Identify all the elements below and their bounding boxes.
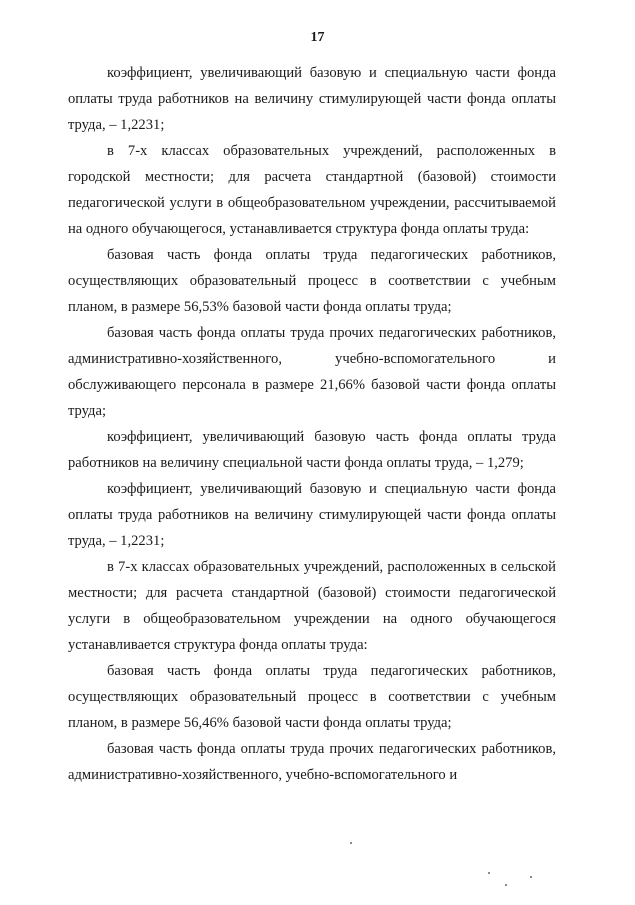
paragraph-1: коэффициент, увеличивающий базовую и специальную части фонда оплаты труда работников на величину стимулирующей части фонда оплаты труда, – 1,2231; (68, 65, 556, 133)
scan-speck (505, 884, 507, 886)
paragraph-9: базовая часть фонда оплаты труда прочих педагогических работников, административно-хозяйственного, учебно-вспомогательного и (68, 741, 556, 783)
paragraph-2: в 7-х классах образовательных учреждений, расположенных в городской местности; для расчета стандартной (базовой) стоимости педагогической услуги в общеобразовательном учреждении, рассчитываемой на одного обучающегося, устанавливается структура фонда оплаты труда: (68, 143, 556, 237)
paragraph-6: коэффициент, увеличивающий базовую и специальную части фонда оплаты труда работников на величину стимулирующей части фонда оплаты труда, – 1,2231; (68, 481, 556, 549)
scan-speck (530, 876, 532, 878)
paragraph-7: в 7-х классах образовательных учреждений, расположенных в сельской местности; для расчета стандартной (базовой) стоимости педагогической услуги в общеобразовательном учреждении на одного обучающегося устанавливается структура фонда оплаты труда: (68, 559, 556, 653)
paragraph-4: базовая часть фонда оплаты труда прочих педагогических работников, административно-хозяйственного, учебно-вспомогательного и обслуживающего персонала в размере 21,66% базовой части фонда оплаты труда; (68, 325, 556, 419)
scan-speck (488, 872, 490, 874)
paragraph-5: коэффициент, увеличивающий базовую часть фонда оплаты труда работников на величину специальной части фонда оплаты труда, – 1,279; (68, 429, 556, 471)
scan-speck (350, 842, 352, 844)
paragraph-3: базовая часть фонда оплаты труда педагогических работников, осуществляющих образовательный процесс в соответствии с учебным планом, в размере 56,53% базовой части фонда оплаты труда; (68, 247, 556, 315)
page-number: 17 (310, 30, 325, 45)
paragraph-8: базовая часть фонда оплаты труда педагогических работников, осуществляющих образовательный процесс в соответствии с учебным планом, в размере 56,46% базовой части фонда оплаты труда; (68, 663, 556, 731)
document-body (68, 60, 556, 788)
